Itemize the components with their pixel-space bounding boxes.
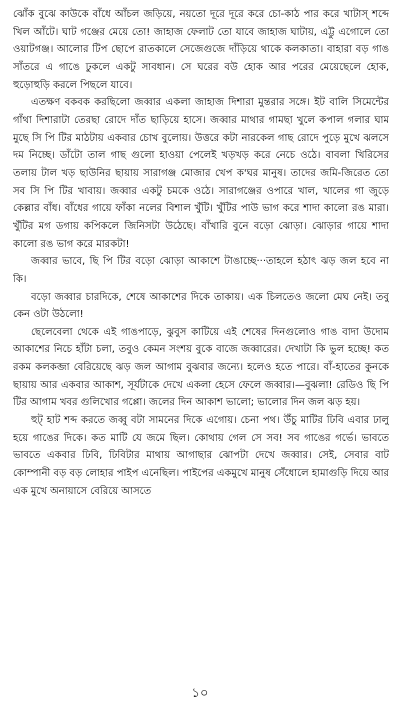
paragraph: ছেলেবেলা থেকে এই গাঙপাড়ে, ঝুবুস কাটিয়ে এই শেষের দিনগুলোও গাঙ বাদা উদোম আকাশের নিচে হাঁটা চলা, তবুও কেমন সংশয় বুকে বাজে জব্বারের। দেখাটা কি ভুল হচ্ছে! কত রকম কলকব্জা বেরিয়েছে ঝড় জল আগাম বুঝবার জন্যে। হলেও হতে পারে। বাঁ-হাতের কুনকে ছায়ায় আর একবার আকাশ, সূর্যটাকে দেখে একলা হেসে ফেলে জব্বার।—বুঝলা! রেডিও ছি পি টির আগাম খবর গুলিখোর গপ্পো। জলের দিন আকাশ ভালো; ভালোর দিন জল ঝড় হয়।	[13, 326, 389, 409]
paragraph: বড়ো জব্বার চারদিকে, শেষে আকাশের দিকে তাকায়। এক চিলতেও জলো মেঘ নেই। তবু কেন ওটা উঠলো!	[13, 291, 389, 321]
paragraph: এতক্ষণ বকবক করছিলো জব্বার একলা জাহাজ দিশারা মুন্তরার সঙ্গে। ইট বালি সিমেন্টের গাঁথা দিশারাটা তেরছা রোদে দাঁত ছাড়িয়ে হাসে। জব্বার মাথার গামছা খুলে কপাল গলার ঘাম মুছে সি পি টির মাঠটায় একবার চোখ বুলোয়। উত্তরে কটা নারকেল গাছ রোদে পুড়ে মুখে ঝলসে দম নিচ্ছে। ডাঁটো তাল গাছ গুলো হাওয়া পেলেই খড়খড় করে নেচে ওঠে। বাবলা খিরিসের তলায় টাল খড় ছাউনির ছায়ায় সারাগঞ্জ মোজার খেপ ক'ঘর মানুষ। তাদের জমি-জিরেত তো সব সি পি টির খাবায়। জব্বার একটু চমকে ওঠে। সারাগঞ্জের ওপারে খাল, খালের গা জুড়ে কেল্লার বাঁধ। বাঁধের গায়ে ফাঁকা নলের বিশাল খুঁটি। খুঁটির পাউ ভাগ করে শাদা কালো রঙ মারা। খুঁটির মগ ডগায় কপিকলে জিনিসটা উঠেছে। বাঁখারি বুনে বড়ো ঝোড়া। ঝোড়ার গায়ে শাদা কালো রঙ ভাগ করে মারকটা!	[13, 97, 389, 250]
paragraph: জব্বার ভাবে, ছি পি টির বড়ো ঝোড়া আকাশে টাঙাচ্ছে···তাহলে হঠাৎ ঝড় জল হবে না কি।	[13, 256, 389, 285]
body-text	[13, 6, 389, 500]
paragraph: ঝোঁক বুঝে কাউকে বাঁধে আঁচল জড়িয়ে, নয়তো দূরে দূরে করে চো-কাঠ পার করে খাটাস্ শব্দে খিল আঁটে। ঘাট গঞ্জের মেয়ে তো! জাহাজ ফেলাট তো যাবে জাহাজ ঘাটায়, এট্টু এগোলে তো ওয়াটগঞ্জ। আলোর টিপ ছোপে রাতকালে সেজেগুজে দাঁড়িয়ে থাকে কলকাতা। বাহারা বড় গাঙ সাঁতরে এ গাঙে ঢুকলে একটু সাবধান। সে ঘরের বউ হোক আর পরের মেয়েছেলে হোক, হুড়োহুড়ি করলে পিছলে যাবে।	[13, 9, 389, 91]
paragraph: হুট্ হাট শব্দ করতে জব্বু বটা সামনের দিকে এগোয়। চেনা পথ। উঁচু মাটির ঢিবি এবার ঢালু হয়ে গাঙের দিকে। কত মাটি যে জমে ছিল। কোথায় গেল সে সব! সব গাঙের গর্ভে। ভাবতে ভাবতে একবার ঢিবি, ঢিবিটার মাথায় আগাছার ঝোপটা দেখে জব্বার। সেই, সেবার বাট কোম্পানী বড় বড় লোহার পাইপ এনেছিল। পাইপের একমুখে মানুষ সেঁধোলে হামাগুড়ি দিয়ে আর এক মুখে অনায়াসে বেরিয়ে আসতে	[13, 415, 389, 497]
page-number: ১০	[191, 686, 209, 701]
